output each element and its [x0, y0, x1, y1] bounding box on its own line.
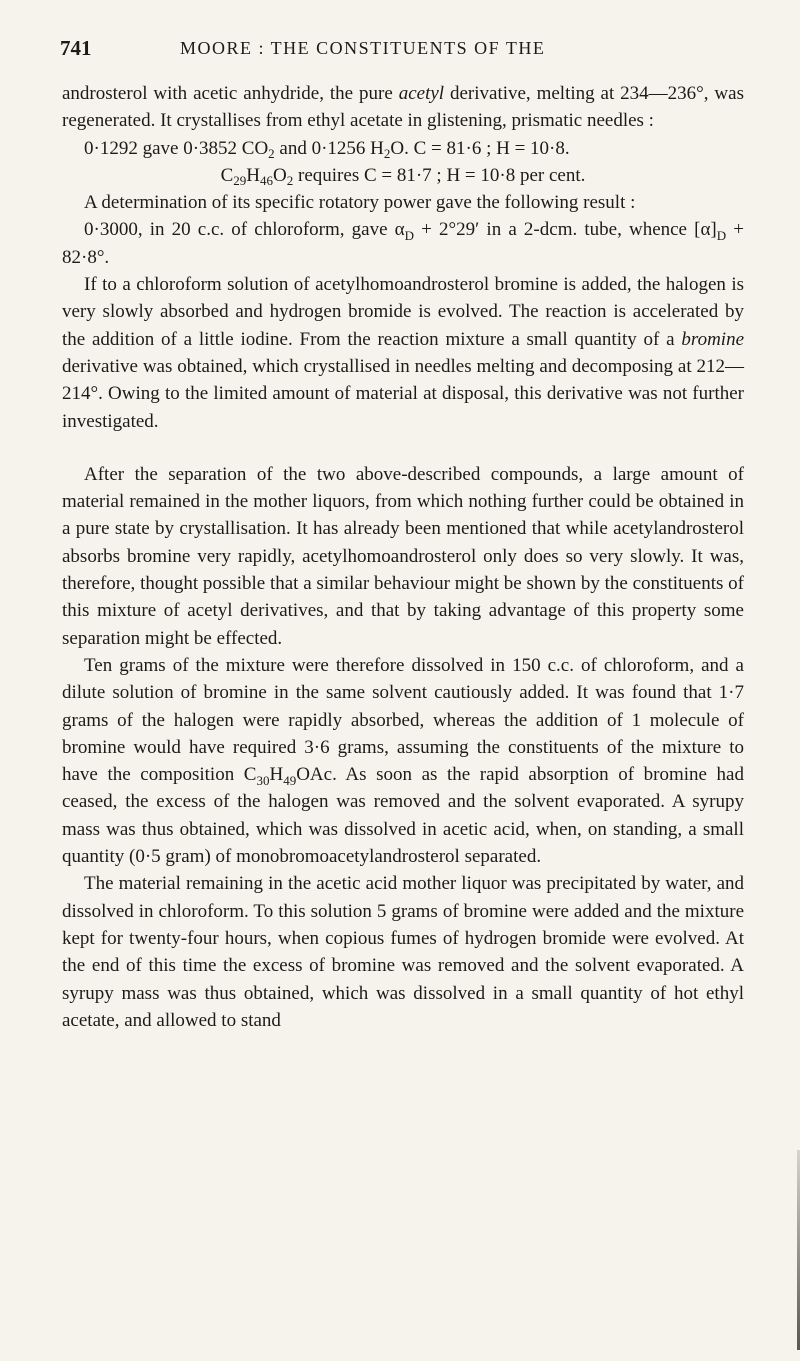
text-run: H — [269, 764, 284, 786]
text-run: derivative was obtained, which crystallised in needles melting and decomposing at 212—214°. Owing to the limited amount of material at disposal, this derivative was not further investigated. — [62, 355, 744, 432]
body-text — [62, 80, 744, 1034]
text-run: androsterol with acetic anhydride, the pure — [62, 83, 399, 104]
text-run: requires C = 81·7 ; H = 10·8 per cent. — [293, 164, 586, 186]
text-run: derivative, melting at 234—236°, was regenerated. It crystallises from ethyl acetate in glistening, prismatic needles : — [62, 83, 744, 132]
subscript: 2 — [268, 146, 275, 162]
text-run: 0·3000, in 20 c.c. of chloroform, gave α — [84, 219, 405, 241]
text-run: + 82·8°. — [62, 219, 745, 268]
paragraph-p2 — [62, 135, 744, 162]
text-run: If to a chloroform solution of acetylhomoandrosterol bromine is added, the halogen is very slowly absorbed and hydrogen bromide is evolved. The reaction is accelerated by the addition of a little iodine. From the reaction mixture a small quantity of a — [62, 274, 744, 350]
page-header — [60, 36, 740, 66]
paragraph-p9 — [62, 870, 744, 1034]
paragraph-p7 — [62, 461, 744, 652]
text-run: + 2°29′ in a 2-dcm. tube, whence [α] — [414, 219, 717, 241]
text-run: 0·1292 gave 0·3852 CO — [84, 137, 269, 159]
italic-text: acetyl — [398, 83, 445, 104]
paragraph-p4 — [62, 189, 744, 216]
running-title: MOORE : THE CONSTITUENTS OF THE — [180, 38, 546, 58]
subscript: 49 — [283, 772, 297, 788]
text-run: C — [220, 164, 234, 186]
text-run: Ten grams of the mixture were therefore dissolved in 150 c.c. of chloroform, and a dilute solution of bromine in the same solvent cautiously added. It was found that 1·7 grams of the halogen were rapidly absorbed, whereas the addition of 1 molecule of bromine would have required 3·6 grams, assuming the constituents of the mixture to have the composition C — [62, 654, 744, 786]
paragraph-p8 — [62, 652, 744, 870]
subscript: 29 — [233, 173, 247, 189]
page-number: 741 — [60, 36, 92, 60]
subscript: D — [716, 228, 727, 244]
text-run: OAc. As soon as the rapid absorption of bromine had ceased, the excess of the halogen was removed and the solvent evaporated. A syrupy mass was thus obtained, which was dissolved in acetic acid, when, on standing, a small quantity (0·5 gram) of monobromoacetylandrosterol separated. — [62, 764, 744, 868]
subscript: 2 — [383, 146, 391, 162]
text-run: A determination of its specific rotatory power gave the following result : — [84, 192, 636, 214]
text-run: O — [273, 164, 287, 186]
text-run: O. C = 81·6 ; H = 10·8. — [390, 137, 570, 159]
text-run: and 0·1256 H — [274, 137, 384, 159]
subscript: 30 — [256, 772, 270, 788]
italic-text: bromine — [681, 328, 744, 350]
text-run: The material remaining in the acetic acid mother liquor was precipitated by water, and dissolved in chloroform. To this solution 5 grams of bromine were added and the mixture kept for twenty-four hours, when copious fumes of hydrogen bromide were evolved. At the end of this time the excess of bromine was removed and the solvent evaporated. A syrupy mass was thus obtained, which was dissolved in a small quantity of hot ethyl acetate, and allowed to stand — [62, 873, 744, 1031]
subscript: 46 — [260, 173, 274, 189]
paragraph-p6 — [62, 271, 744, 435]
text-run: H — [246, 164, 261, 186]
paragraph-p3 — [62, 162, 744, 189]
paragraph-p1 — [62, 80, 744, 135]
paragraph-p5 — [62, 216, 744, 271]
subscript: D — [404, 228, 415, 244]
subscript: 2 — [286, 173, 294, 189]
text-run: After the separation of the two above-described compounds, a large amount of material remained in the mother liquors, from which nothing further could be obtained in a pure state by crystallisation. It has already been mentioned that while acetylandrosterol absorbs bromine very rapidly, acetylhomoandrosterol only does so very slowly. It was, therefore, thought possible that a similar behaviour might be shown by the constituents of this mixture of acetyl derivatives, and that by taking advantage of this property some separation might be effected. — [62, 463, 744, 649]
